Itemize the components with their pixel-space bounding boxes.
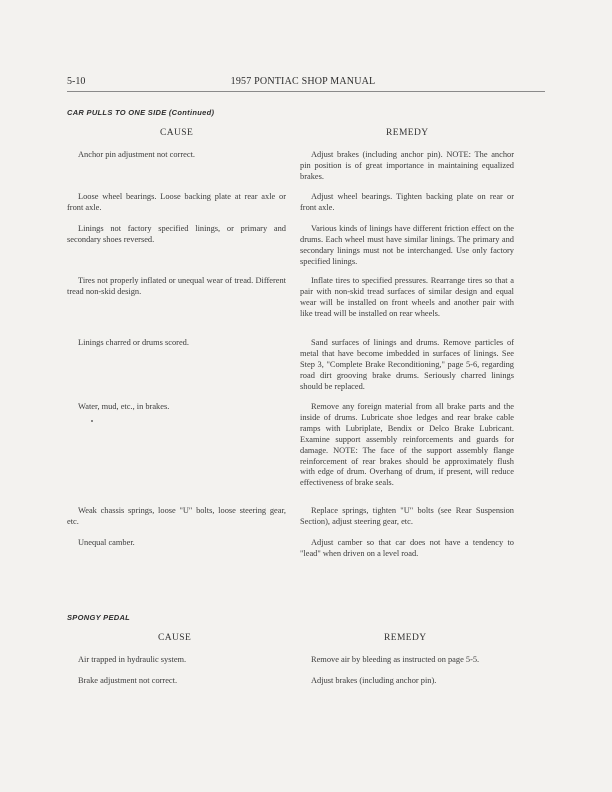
header-rule bbox=[67, 91, 545, 92]
cause-heading: CAUSE bbox=[160, 128, 194, 138]
cause-text: Weak chassis springs, loose "U" bolts, loose steering gear, etc. bbox=[67, 506, 286, 526]
remedy-text: Adjust wheel bearings. Tighten backing plate on rear or front axle. bbox=[300, 192, 514, 212]
cause-text: Anchor pin adjustment not correct. bbox=[78, 150, 195, 159]
cause-text: Tires not properly inflated or unequal wear of tread. Different tread non-skid design. bbox=[67, 276, 286, 296]
cause-text: Brake adjustment not correct. bbox=[78, 676, 178, 685]
remedy-text: Remove air by bleeding as instructed on page 5-5. bbox=[311, 655, 480, 664]
cause-text: Unequal camber. bbox=[78, 538, 135, 547]
remedy-text: Sand surfaces of linings and drums. Remove particles of metal that have become imbedded in surfaces of linings. See Step 3, "Complete Brake Reconditioning," page 5-6, regarding road dirt grooving brake drums. Seriously charred linings should be replaced. bbox=[300, 338, 514, 391]
cause-text: Water, mud, etc., in brakes. bbox=[78, 402, 170, 411]
section-title-spongy-pedal: SPONGY PEDAL bbox=[67, 613, 131, 622]
cause-text: Air trapped in hydraulic system. bbox=[78, 655, 187, 664]
remedy-text: Various kinds of linings have different friction effect on the drums. Each wheel must have similar linings. The primary and secondary linings must not be interchanged. Use only factory specified linings. bbox=[300, 224, 514, 266]
remedy-text: Remove any foreign material from all brake parts and the inside of drums. Lubricate shoe ledges and rear brake cable ramps with Lubriplate, Bendix or Delco Brake Lubricant. Examine support assembly reinforcements and guards for damage. NOTE: The face of the support assembly flange reinforcement of rear brakes should be approximately flush with edge of drum. Overhang of drum, if present, will reduce effectiveness of brake seals. bbox=[300, 402, 514, 488]
remedy-text: Inflate tires to specified pressures. Rearrange tires so that a pair with non-skid tread surfaces of similar design and equal wear will be installed on front wheels and another pair with like tread will be installed on rear wheels. bbox=[300, 276, 514, 318]
remedy-text: Replace springs, tighten "U" bolts (see Rear Suspension Section), adjust steering gear, etc. bbox=[300, 506, 514, 526]
page-header bbox=[67, 76, 539, 90]
section-title-car-pulls: CAR PULLS TO ONE SIDE (Continued) bbox=[67, 108, 215, 117]
remedy-text: Adjust brakes (including anchor pin). bbox=[311, 676, 437, 685]
manual-title: 1957 PONTIAC SHOP MANUAL bbox=[230, 76, 376, 87]
page-number: 5-10 bbox=[67, 76, 86, 87]
remedy-heading: REMEDY bbox=[384, 633, 427, 643]
cause-text: Linings charred or drums scored. bbox=[78, 338, 189, 347]
print-speck bbox=[91, 420, 93, 422]
cause-text: Linings not factory specified linings, or primary and secondary shoes reversed. bbox=[67, 224, 286, 244]
remedy-text: Adjust camber so that car does not have a tendency to "lead" when driven on a level road. bbox=[300, 538, 514, 558]
cause-heading: CAUSE bbox=[158, 633, 192, 643]
remedy-heading: REMEDY bbox=[386, 128, 429, 138]
remedy-text: Adjust brakes (including anchor pin). NOTE: The anchor pin position is of great importance in maintaining equalized brakes. bbox=[300, 150, 514, 181]
cause-text: Loose wheel bearings. Loose backing plate at rear axle or front axle. bbox=[67, 192, 286, 212]
